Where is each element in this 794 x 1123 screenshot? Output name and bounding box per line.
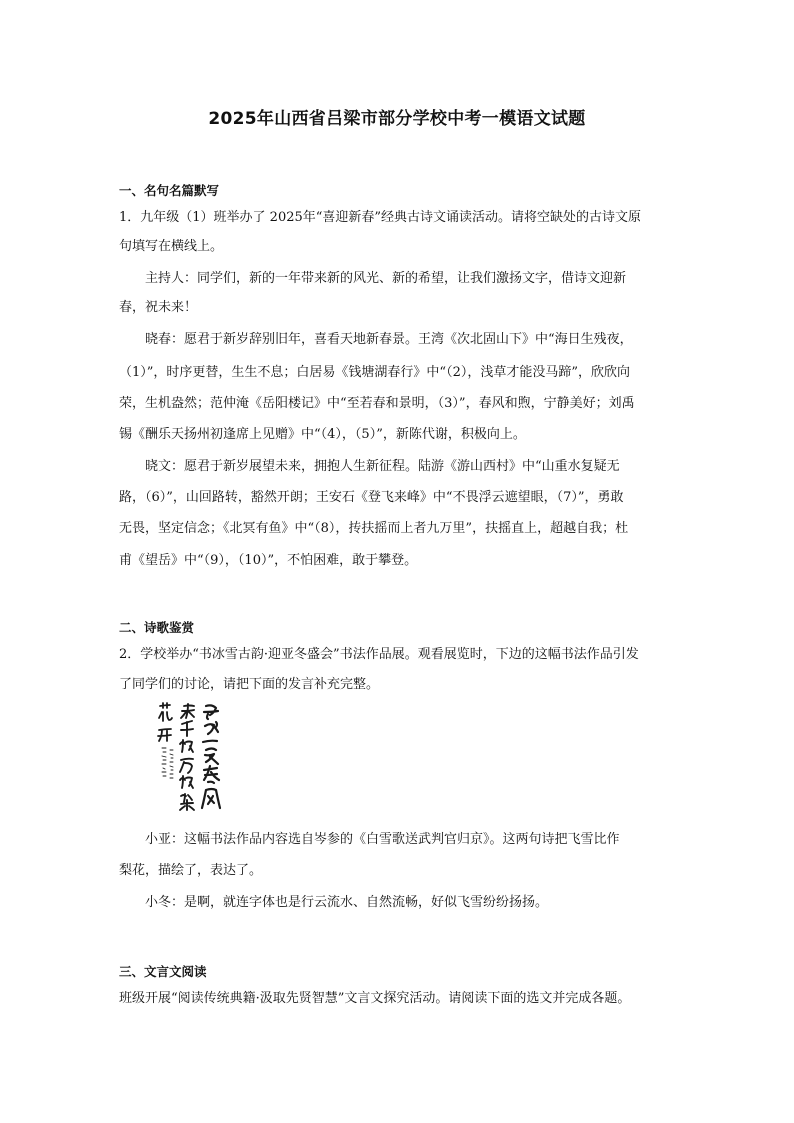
xiaodong-speech: 小冬：是啊，就连字体也是行云流水、自然流畅，好似飞雪纷纷扬扬。 bbox=[145, 895, 549, 910]
xiaoya-speech: 小亚：这幅书法作品内容选自岑参的《白雪歌送武判官归京》。这两句诗把飞雪比作 bbox=[145, 832, 620, 847]
question-1-text-cont: 句填写在横线上。 bbox=[119, 239, 224, 254]
xiaowen-speech-cont-3: 甫《望岳》中“（9），（10）”，不怕困难，敢于攀登。 bbox=[119, 553, 418, 568]
xiaochun-speech-cont-1: （1）”，时序更替，生生不息；白居易《钱塘湖春行》中“（2），浅草才能没马蹄”，欣欣向 bbox=[119, 365, 630, 380]
xiaochun-speech: 晓春：愿君于新岁辞别旧年，喜看天地新春景。王湾《次北固山下》中“海日生残夜， bbox=[145, 332, 633, 347]
question-2-text-cont: 了同学们的讨论，请把下面的发言补充完整。 bbox=[119, 677, 380, 692]
section-heading-3: 三、文言文阅读 bbox=[119, 964, 207, 979]
xiaochun-speech-cont-3: 锡《酬乐天扬州初逢席上见赠》中“（4），（5）”，新陈代谢，积极向上。 bbox=[119, 427, 526, 442]
xiaowen-speech: 晓文：愿君于新岁展望未来，拥抱人生新征程。陆游《游山西村》中“山重水复疑无 bbox=[145, 459, 620, 474]
host-speech: 主持人：同学们，新的一年带来新的风光、新的希望，让我们激扬文字，借诗文迎新 bbox=[145, 271, 627, 286]
exam-title: 2025年山西省吕梁市部分学校中考一模语文试题 bbox=[208, 109, 586, 129]
host-speech-cont: 春，祝未来！ bbox=[119, 300, 198, 315]
section-heading-1: 一、名句名篇默写 bbox=[119, 183, 220, 198]
question-2-text: 2．学校举办“书冰雪古韵·迎亚冬盛会”书法作品展。观看展览时，下边的这幅书法作品引发 bbox=[119, 647, 639, 662]
xiaoya-speech-cont: 梨花，描绘了，表达了。 bbox=[119, 863, 263, 878]
section-heading-2: 二、诗歌鉴赏 bbox=[119, 620, 195, 635]
section-3-intro: 班级开展“阅读传统典籍·汲取先贤智慧”文言文探究活动。请阅读下面的选文并完成各题。 bbox=[119, 991, 631, 1006]
xiaowen-speech-cont-1: 路，（6）”，山回路转，豁然开朗；王安石《登飞来峰》中“不畏浮云遮望眼，（7）”，勇敢 bbox=[119, 490, 624, 505]
xiaochun-speech-cont-2: 荣，生机盎然；范仲淹《岳阳楼记》中“至若春和景明，（3）”，春风和煦，宁静美好；刘禹 bbox=[119, 396, 635, 411]
question-1-text: 1．九年级（1）班举办了 2025年“喜迎新春”经典古诗文诵读活动。请将空缺处的古诗文原 bbox=[119, 210, 642, 225]
xiaowen-speech-cont-2: 无畏，坚定信念；《北冥有鱼》中“（8），抟扶摇而上者九万里”，扶摇直上，超越自我；杜 bbox=[119, 521, 629, 536]
calligraphy-artwork-image bbox=[150, 700, 226, 820]
